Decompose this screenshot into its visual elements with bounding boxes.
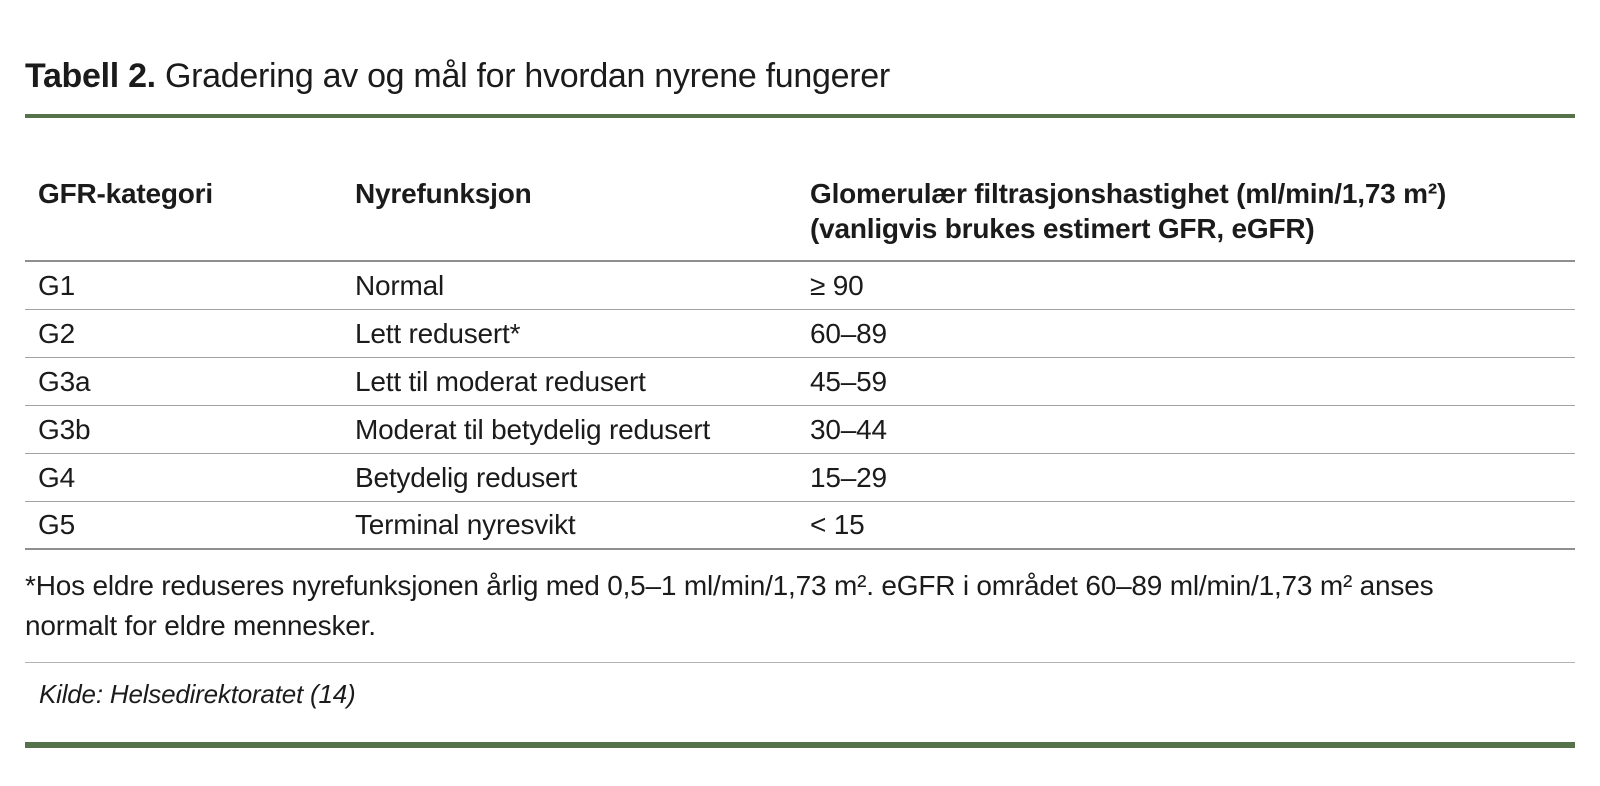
table-row-g3b bbox=[25, 406, 1575, 454]
column-header-gfr-category: GFR-kategori bbox=[38, 178, 213, 209]
table-row-g5 bbox=[25, 502, 1575, 550]
column-header-filtration-rate-line2: (vanligvis brukes estimert GFR, eGFR) bbox=[810, 213, 1315, 244]
cell-function: Lett til moderat redusert bbox=[355, 365, 646, 397]
table-row-g4 bbox=[25, 454, 1575, 502]
cell-gfr-value: 15–29 bbox=[810, 461, 887, 493]
table-number-label: Tabell 2. bbox=[25, 57, 156, 95]
cell-gfr-value: ≥ 90 bbox=[810, 269, 864, 301]
table-figure bbox=[25, 0, 1575, 748]
cell-category: G3a bbox=[38, 365, 91, 397]
cell-function: Terminal nyresvikt bbox=[355, 509, 576, 540]
column-header-filtration-rate bbox=[810, 176, 1575, 246]
source-note: Kilde: Helsedirektoratet (14) bbox=[39, 679, 356, 709]
gfr-table bbox=[25, 118, 1575, 550]
cell-function: Normal bbox=[355, 269, 445, 301]
table-row-g3a bbox=[25, 358, 1575, 406]
table-title-text: Gradering av og mål for hvordan nyrene fungerer bbox=[155, 57, 890, 95]
cell-category: G3b bbox=[38, 413, 91, 445]
page-title bbox=[25, 54, 1575, 98]
cell-category: G2 bbox=[38, 317, 75, 349]
cell-category: G4 bbox=[38, 461, 75, 493]
column-header-filtration-rate-line1: Glomerulær filtrasjonshastighet (ml/min/1,73 m²) bbox=[810, 178, 1447, 209]
table-row-g2 bbox=[25, 310, 1575, 358]
table-row-g1 bbox=[25, 262, 1575, 310]
cell-gfr-value: 30–44 bbox=[810, 413, 887, 445]
table-header-row bbox=[25, 118, 1575, 262]
cell-function: Lett redusert* bbox=[355, 317, 521, 349]
cell-gfr-value: 45–59 bbox=[810, 365, 887, 397]
cell-gfr-value: 60–89 bbox=[810, 317, 887, 349]
bottom-accent-bar bbox=[25, 742, 1575, 748]
footnote-text: *Hos eldre reduseres nyrefunksjonen årlig med 0,5–1 ml/min/1,73 m². eGFR i området 60–89 ml/min/1,73 m² anses normalt for eldre mennesker. bbox=[25, 570, 1434, 641]
cell-category: G5 bbox=[38, 509, 75, 540]
cell-category: G1 bbox=[38, 269, 75, 301]
cell-function: Betydelig redusert bbox=[355, 461, 578, 493]
column-header-kidney-function: Nyrefunksjon bbox=[355, 178, 532, 209]
cell-gfr-value: < 15 bbox=[810, 509, 865, 540]
cell-function: Moderat til betydelig redusert bbox=[355, 413, 711, 445]
